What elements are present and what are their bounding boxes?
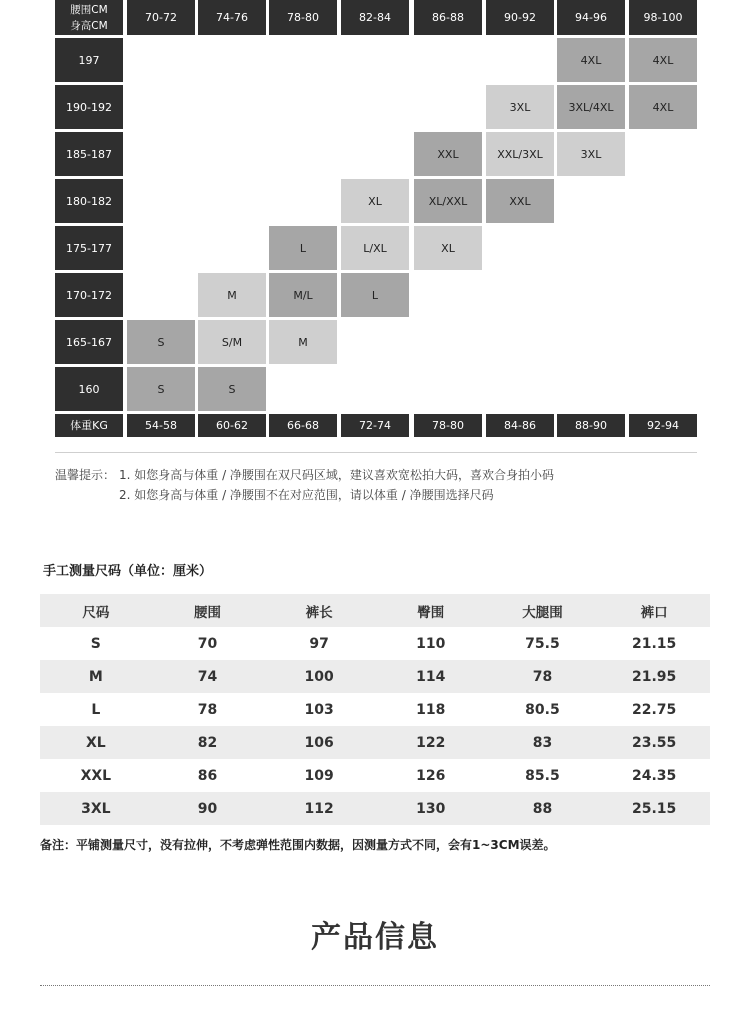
table-cell: 112 — [304, 800, 334, 817]
table-cell: 109 — [304, 767, 334, 784]
size-cell: XXL/3XL — [486, 132, 554, 176]
waist-header: 82-84 — [341, 0, 409, 35]
table-cell: 86 — [197, 767, 218, 784]
table-cell: 97 — [309, 635, 329, 652]
table-cell: 82 — [197, 734, 218, 751]
weight-header: 54-58 — [127, 414, 195, 437]
table-cell: 88 — [532, 800, 553, 817]
weight-header: 60-62 — [198, 414, 266, 437]
size-cell: 4XL — [629, 38, 697, 82]
tips-line-2: 2. 如您身高与体重 / 净腰围不在对应范围，请以体重 / 净腰围选择尺码 — [119, 488, 494, 502]
table-row — [40, 627, 710, 660]
measurement-table-body — [40, 627, 710, 825]
size-cell: XXL — [486, 179, 554, 223]
waist-header: 78-80 — [269, 0, 337, 35]
table-cell: 122 — [416, 734, 446, 751]
weight-label: 体重KG — [55, 414, 123, 437]
size-recommendation-chart — [0, 0, 750, 440]
table-cell: 75.5 — [525, 635, 560, 652]
table-cell: XXL — [80, 767, 112, 784]
size-cell: XXL — [414, 132, 482, 176]
height-header: 197 — [55, 38, 123, 82]
table-cell: 25.15 — [631, 800, 677, 817]
size-cell: M — [269, 320, 337, 364]
size-cell: S — [127, 367, 195, 411]
header-thigh: 大腿围 — [522, 604, 563, 621]
table-cell: 24.35 — [631, 767, 677, 784]
waist-header: 98-100 — [629, 0, 697, 35]
table-cell: 130 — [416, 800, 446, 817]
height-header: 165-167 — [55, 320, 123, 364]
corner-header — [55, 0, 123, 35]
size-cell: XL — [414, 226, 482, 270]
table-cell: 22.75 — [631, 701, 677, 718]
size-cell: 4XL — [629, 85, 697, 129]
corner-waist-label: 腰围CM — [70, 3, 108, 16]
weight-header: 72-74 — [341, 414, 409, 437]
table-cell: 21.95 — [631, 668, 677, 685]
table-cell: L — [91, 701, 101, 718]
height-header: 190-192 — [55, 85, 123, 129]
height-header: 160 — [55, 367, 123, 411]
weight-header: 92-94 — [629, 414, 697, 437]
measure-note: 备注：平铺测量尺寸，没有拉伸，不考虑弹性范围内数据，因测量方式不同，会有1~3CM误差。 — [40, 838, 556, 852]
measure-title: 手工测量尺码（单位：厘米） — [43, 564, 213, 579]
tips-label: 温馨提示： — [55, 468, 116, 482]
table-cell: 70 — [197, 635, 218, 652]
size-cell: 3XL — [557, 132, 625, 176]
table-cell: 126 — [416, 767, 446, 784]
header-size: 尺码 — [82, 604, 110, 621]
weight-header: 84-86 — [486, 414, 554, 437]
dotted-divider — [40, 985, 710, 986]
size-cell: S/M — [198, 320, 266, 364]
waist-header: 94-96 — [557, 0, 625, 35]
height-header: 175-177 — [55, 226, 123, 270]
table-cell: 103 — [304, 701, 334, 718]
size-cell: 3XL/4XL — [557, 85, 625, 129]
size-cell: XL/XXL — [414, 179, 482, 223]
measurement-table — [40, 594, 710, 825]
size-cell: M/L — [269, 273, 337, 317]
header-hip: 臀围 — [417, 604, 445, 621]
header-waist: 腰围 — [193, 604, 221, 621]
weight-header: 88-90 — [557, 414, 625, 437]
table-cell: 114 — [416, 668, 446, 685]
table-header-row — [40, 594, 710, 627]
size-cell: L/XL — [341, 226, 409, 270]
table-cell: 83 — [532, 734, 553, 751]
table-cell: 78 — [197, 701, 218, 718]
header-hem: 裤口 — [640, 604, 668, 621]
size-cell: S — [198, 367, 266, 411]
size-cell: M — [198, 273, 266, 317]
table-cell: 118 — [416, 701, 446, 718]
size-cell: L — [269, 226, 337, 270]
table-cell: 80.5 — [525, 701, 560, 718]
height-header: 180-182 — [55, 179, 123, 223]
table-cell: 106 — [304, 734, 334, 751]
product-info-title: 产品信息 — [311, 920, 439, 955]
waist-header: 90-92 — [486, 0, 554, 35]
table-row — [40, 759, 710, 792]
waist-header: 86-88 — [414, 0, 482, 35]
table-row — [40, 693, 710, 726]
height-header: 170-172 — [55, 273, 123, 317]
table-cell: 74 — [197, 668, 218, 685]
table-cell: S — [90, 635, 101, 652]
weight-header: 66-68 — [269, 414, 337, 437]
table-cell: 100 — [304, 668, 334, 685]
table-cell: M — [88, 668, 103, 685]
table-cell: 3XL — [81, 800, 111, 817]
table-row — [40, 726, 710, 759]
table-cell: 21.15 — [631, 635, 677, 652]
weight-header: 78-80 — [414, 414, 482, 437]
table-row — [40, 660, 710, 693]
height-header: 185-187 — [55, 132, 123, 176]
table-row — [40, 792, 710, 825]
table-cell: 78 — [532, 668, 553, 685]
divider — [55, 452, 697, 453]
waist-header: 74-76 — [198, 0, 266, 35]
size-cell: S — [127, 320, 195, 364]
table-cell: 23.55 — [631, 734, 677, 751]
header-length: 裤长 — [305, 604, 333, 621]
size-cell: L — [341, 273, 409, 317]
tips-line-1: 1. 如您身高与体重 / 净腰围在双尺码区域，建议喜欢宽松拍大码，喜欢合身拍小码 — [119, 468, 554, 482]
table-cell: 110 — [416, 635, 446, 652]
table-cell: 90 — [197, 800, 218, 817]
table-cell: XL — [85, 734, 106, 751]
size-cell: 3XL — [486, 85, 554, 129]
size-cell: 4XL — [557, 38, 625, 82]
table-cell: 85.5 — [525, 767, 560, 784]
size-cell: XL — [341, 179, 409, 223]
corner-height-label: 身高CM — [70, 19, 108, 32]
waist-header: 70-72 — [127, 0, 195, 35]
